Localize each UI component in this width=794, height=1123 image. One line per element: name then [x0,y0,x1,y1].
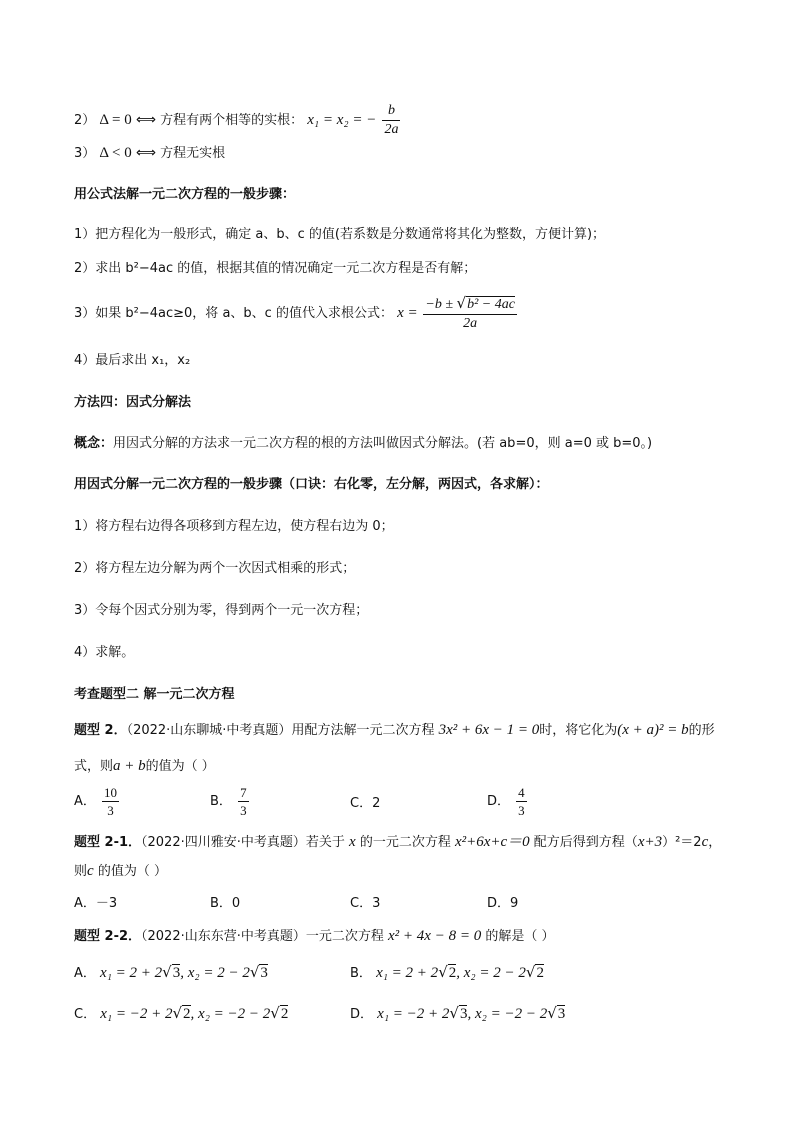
formula-step-2: 2）求出 b²−4ac 的值，根据其值的情况确定一元二次方程是否有解； [74,261,477,276]
fraction-numerator: 10 [104,785,118,800]
question-2-2-source: （2022·山东东营·中考真题） [141,929,306,944]
sqrt-icon: √ [449,1004,459,1022]
option-letter: A． [74,794,96,809]
radicand: 3 [172,965,181,981]
method-4-title: 方法四：因式分解法 [74,395,192,410]
case-2-fraction [382,104,400,137]
question-2-1-text: 配方后得到方程（ [529,835,638,850]
quadratic-formula-denominator: 2a [463,316,478,331]
case-3-text: 方程无实根 [160,146,226,161]
question-2-2-option-c[interactable] [74,1006,288,1022]
option-fraction [238,786,249,817]
equivalence-arrow-icon: ⟺ [135,145,156,161]
option-letter: A． [74,896,96,911]
factor-step-4: 4）求解。 [74,645,135,660]
fraction-denominator: 2a [384,122,399,137]
radicand: 2 [536,965,544,981]
radicand: 3 [557,1006,566,1022]
option-formula: x₁ = 2 + 2 [100,965,163,981]
question-2-text: 的形 [688,723,715,738]
option-value: 2 [372,796,381,811]
sqrt-icon: √ [162,963,172,981]
question-2-line-2 [74,759,215,774]
question-2-text: 用配方法解一元二次方程 [291,723,439,738]
question-2-1-text: 的值为（ ） [93,864,167,879]
question-2-option-d[interactable] [487,786,529,817]
sqrt-icon: √ [525,963,536,981]
question-2-text: 的值为（ ） [145,759,215,774]
option-value: 3 [372,896,381,911]
case-2-label: 2） [74,113,96,128]
question-2-1-line-2 [74,864,167,879]
question-2-form: (x + a)² = b [617,722,689,738]
question-2-option-c[interactable] [350,797,380,810]
sqrt-icon: √ [249,963,260,981]
sqrt-icon: √ [172,1004,183,1022]
question-2-1-text: ， [708,835,722,850]
option-letter: B． [350,966,372,981]
radicand: 2 [448,965,457,981]
question-2-2-equation: x² + 4x − 8 = 0 [388,928,482,944]
question-2-equation: 3x² + 6x − 1 = 0 [438,722,540,738]
factor-method-title: 用因式分解一元二次方程的一般步骤（口诀：右化零，左分解，两因式，各求解）： [74,477,549,492]
quadratic-formula-fraction [423,296,517,331]
question-2-source: （2022·山东聊城·中考真题） [126,723,292,738]
question-2-1-text: 的一元二次方程 [355,835,455,850]
option-letter: B． [210,794,232,809]
question-2-1-equation-2: x+3 [637,834,663,850]
quadratic-formula-numerator [423,296,517,315]
quadratic-formula-lhs: x = [397,305,422,321]
question-2-1-text: ）²＝2 [662,835,702,850]
case-2-condition: Δ = 0 [99,112,132,128]
radicand: 2 [280,1006,289,1022]
variable-c: c [701,834,709,850]
fraction-numerator: 4 [518,785,525,800]
option-letter: C． [74,1007,97,1022]
option-letter: D． [487,794,511,809]
question-2-2-text: 的解是（ ） [481,929,555,944]
option-value: －3 [95,896,118,911]
case-3-condition: Δ < 0 [99,145,132,161]
question-2-2-text: 一元二次方程 [305,929,389,944]
option-formula: , x₂ = −2 − 2 [467,1006,548,1022]
fraction-numerator: 7 [240,785,247,800]
question-2-option-a[interactable] [74,786,121,817]
fraction-denominator: 3 [107,803,114,818]
variable-x: x [349,834,356,850]
option-formula: x₁ = −2 + 2 [377,1006,450,1022]
option-letter: B． [210,896,232,911]
question-2-text: 式，则 [74,759,114,774]
option-letter: A． [74,966,96,981]
factor-step-2: 2）将方程左边分解为两个一次因式相乘的形式； [74,561,356,576]
fraction-denominator: 3 [240,803,247,818]
variable-c: c [87,863,94,879]
factor-step-3: 3）令每个因式分别为零，得到两个一元一次方程； [74,603,369,618]
question-2-2-option-b[interactable] [350,965,544,981]
option-formula: x₁ = −2 + 2 [100,1006,173,1022]
option-letter: C． [350,896,373,911]
option-fraction [102,786,119,817]
concept-line [74,437,652,450]
sqrt-icon: √ [547,1004,557,1022]
fraction-denominator: 3 [518,803,525,818]
case-3-line [74,146,225,161]
case-2-line [74,104,402,137]
option-formula: , x₂ = 2 − 2 [180,965,250,981]
sqrt-icon: √ [270,1004,280,1022]
option-letter: C． [350,796,373,811]
radicand: b² − 4ac [467,297,515,312]
option-letter: D． [487,896,511,911]
sqrt-icon: √ [438,963,448,981]
question-2-1-option-a[interactable] [74,897,117,910]
formula-step-4: 4）最后求出 x₁，x₂ [74,353,191,368]
question-2-line-1 [74,723,715,738]
question-2-2-option-d[interactable] [350,1006,565,1022]
formula-step-1: 1）把方程化为一般形式，确定 a、b、c 的值(若系数是分数通常将其化为整数，方便计算)； [74,227,606,242]
numerator-part: −b ± [425,297,457,312]
question-2-1-source: （2022·四川雅安·中考真题） [141,835,306,850]
question-2-ab: a + b [113,758,146,774]
fraction-numerator: b [382,104,400,121]
formula-step-3 [74,296,519,331]
option-formula: , x₂ = −2 − 2 [190,1006,271,1022]
question-2-2-option-a[interactable] [74,965,268,981]
question-2-2-line-1 [74,929,554,944]
question-2-1-option-d[interactable] [487,897,518,910]
option-fraction [516,786,527,817]
case-3-label: 3） [74,146,96,161]
question-2-option-b[interactable] [210,786,251,817]
case-2-formula: x₁ = x₂ = − [307,112,377,128]
option-formula: , x₂ = 2 − 2 [456,965,526,981]
radicand: 3 [260,965,268,981]
question-2-2-label: 题型 2-2． [74,929,142,944]
question-2-1-text: 若关于 [305,835,350,850]
section-title: 考查题型二 解一元二次方程 [74,687,235,702]
question-2-1-option-c[interactable] [350,897,380,910]
option-formula: x₁ = 2 + 2 [376,965,439,981]
question-2-1-line-1 [74,835,721,850]
sqrt-icon: √ [456,294,467,312]
radicand: 3 [459,1006,468,1022]
concept-label: 概念： [74,436,114,451]
question-2-1-option-b[interactable] [210,897,240,910]
option-value: 0 [231,896,241,911]
radicand: 2 [183,1006,191,1022]
equivalence-arrow-icon: ⟺ [135,112,156,128]
formula-step-3-text: 3）如果 b²−4ac≥0，将 a、b、c 的值代入求根公式： [74,306,393,321]
question-2-label: 题型 2． [74,723,127,738]
question-2-1-text: 则 [74,864,88,879]
concept-text: 用因式分解的方法求一元二次方程的根的方法叫做因式分解法。(若 ab=0，则 a=0 或 b=0。) [113,436,653,451]
factor-step-1: 1）将方程右边得各项移到方程左边，使方程右边为 0； [74,519,394,534]
formula-method-title: 用公式法解一元二次方程的一般步骤： [74,187,296,202]
question-2-1-equation: x²+6x+c＝0 [454,834,530,850]
question-2-text: 时，将它化为 [539,723,618,738]
case-2-text: 方程有两个相等的实根： [160,113,304,128]
option-value: 9 [510,896,519,911]
option-letter: D． [350,1007,374,1022]
question-2-1-label: 题型 2-1． [74,835,142,850]
